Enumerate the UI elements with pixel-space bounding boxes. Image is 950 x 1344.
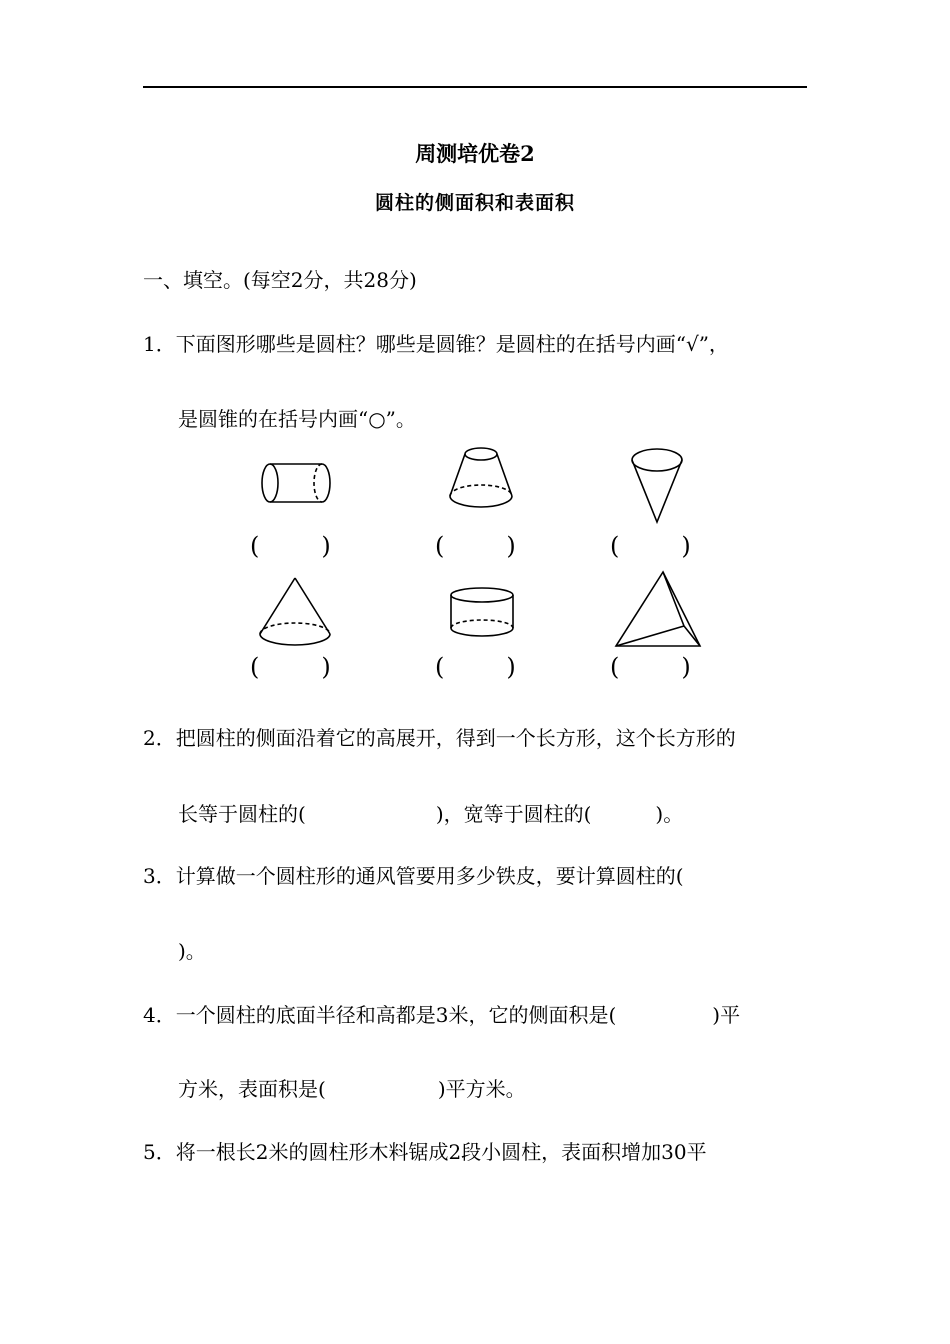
- question-text: 长等于圆柱的(: [178, 802, 306, 826]
- question-number: 1．: [143, 332, 176, 356]
- question-text: )，宽等于圆柱的(: [435, 802, 592, 826]
- page-subtitle: 圆柱的侧面积和表面积: [374, 192, 575, 214]
- frustum-icon: [445, 446, 517, 510]
- question-text: 方米，表面积是(: [178, 1077, 326, 1101]
- pyramid-icon: [612, 570, 702, 648]
- question-2-line-2: [178, 798, 683, 827]
- question-1-line-2: 是圆锥的在括号内画“○”。: [178, 407, 416, 431]
- section-heading: 一、填空。(每空2分，共28分): [143, 268, 417, 292]
- question-number: 4．: [143, 1003, 176, 1027]
- question-text: 计算做一个圆柱形的通风管要用多少铁皮，要计算圆柱的(: [175, 864, 684, 888]
- header-rule: [143, 86, 807, 88]
- question-text: 把圆柱的侧面沿着它的高展开，得到一个长方形，这个长方形的: [175, 726, 736, 750]
- answer-bracket-4[interactable]: ( ): [250, 653, 331, 681]
- question-3: [143, 860, 684, 889]
- inverted-cone-icon: [627, 446, 687, 524]
- question-number: 3．: [143, 864, 176, 888]
- question-2: [143, 722, 736, 751]
- question-text: 一个圆柱的底面半径和高都是3米，它的侧面积是(: [175, 1003, 617, 1027]
- question-text: )。: [655, 802, 684, 826]
- question-4-line-2: [178, 1073, 526, 1102]
- question-5: [143, 1136, 707, 1165]
- question-number: 5．: [143, 1140, 176, 1164]
- question-text: 下面图形哪些是圆柱？哪些是圆锥？是圆柱的在括号内画“√”，: [175, 332, 729, 356]
- answer-bracket-5[interactable]: ( ): [435, 653, 516, 681]
- cone-icon: [256, 576, 334, 648]
- question-text: )平: [712, 1003, 741, 1027]
- question-number: 2．: [143, 726, 176, 750]
- short-cylinder-icon: [447, 586, 517, 640]
- question-text: )平方米。: [437, 1077, 526, 1101]
- question-3-line-2: )。: [178, 939, 206, 963]
- question-1: [143, 328, 729, 357]
- answer-bracket-3[interactable]: ( ): [610, 532, 691, 560]
- question-text: 将一根长2米的圆柱形木料锯成2段小圆柱，表面积增加30平: [175, 1140, 707, 1164]
- answer-bracket-6[interactable]: ( ): [610, 653, 691, 681]
- answer-bracket-2[interactable]: ( ): [435, 532, 516, 560]
- page-title: 周测培优卷2: [415, 141, 535, 166]
- question-4: [143, 999, 740, 1028]
- lying-cylinder-icon: [260, 462, 332, 504]
- answer-bracket-1[interactable]: ( ): [250, 532, 331, 560]
